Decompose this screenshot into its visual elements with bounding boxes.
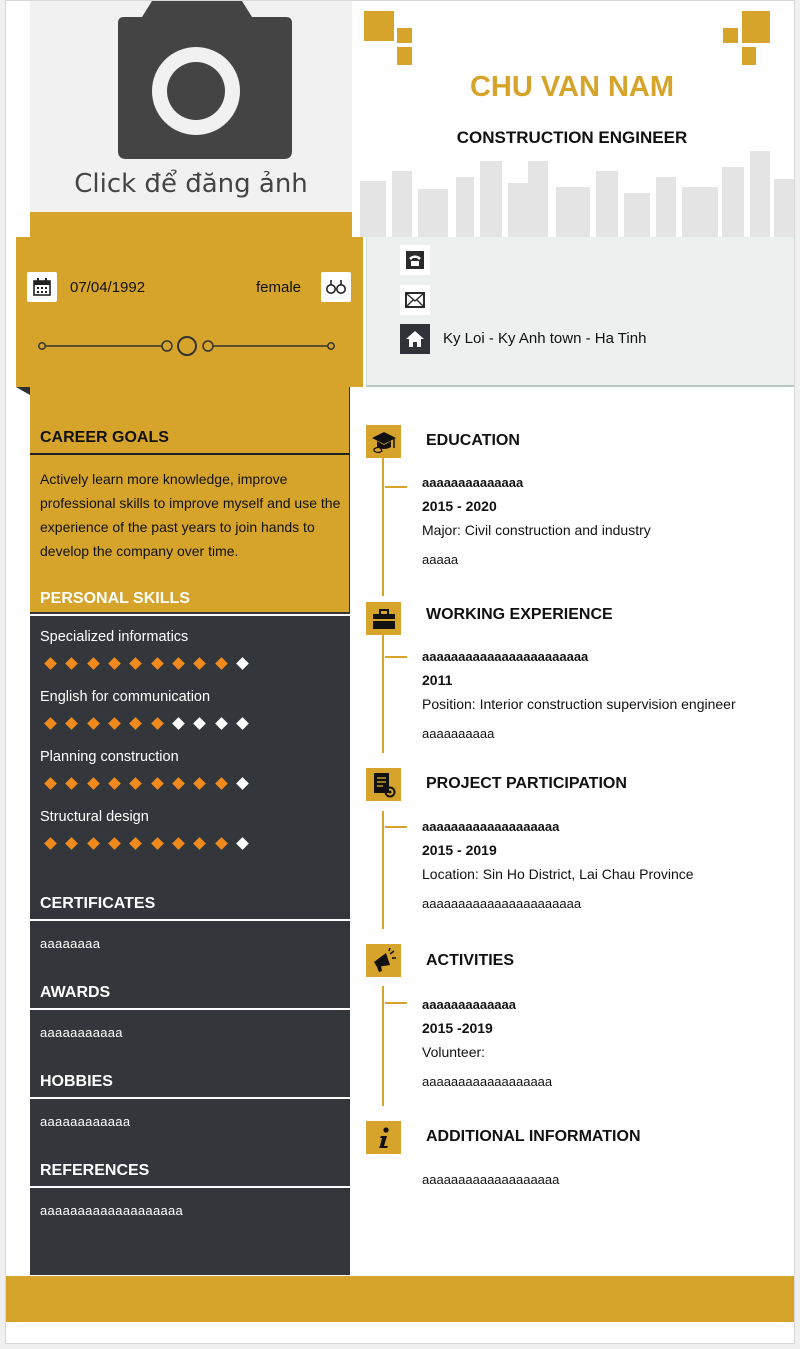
additional-text: aaaaaaaaaaaaaaaaaaa: [422, 1172, 560, 1187]
hobbies-heading: HOBBIES: [40, 1073, 113, 1090]
rating-diamond-filled: [104, 656, 125, 670]
info-icon: [366, 1121, 401, 1154]
projects-timeline: [382, 811, 384, 929]
awards-rule: [30, 1008, 350, 1010]
education-title: EDUCATION: [426, 432, 520, 449]
projects-years: 2015 - 2019: [422, 842, 497, 858]
briefcase-icon: [366, 602, 401, 635]
calendar-icon: [27, 272, 57, 302]
contact-box: [366, 237, 795, 387]
activities-years: 2015 -2019: [422, 1020, 493, 1036]
photo-upload-area[interactable]: [30, 1, 352, 237]
rating-diamond-filled: [168, 656, 189, 670]
activities-tick: [385, 1002, 407, 1004]
rating-diamond-filled: [83, 656, 104, 670]
rating-diamond-filled: [168, 836, 189, 850]
experience-company: aaaaaaaaaaaaaaaaaaaaaaa: [422, 649, 589, 664]
education-timeline: [382, 458, 384, 596]
certificates-rule: [30, 919, 350, 921]
activities-note: aaaaaaaaaaaaaaaaaa: [422, 1074, 553, 1089]
hobbies-rule: [30, 1097, 350, 1099]
rating-diamond-filled: [168, 776, 189, 790]
projects-name: aaaaaaaaaaaaaaaaaaa: [422, 819, 560, 834]
decorative-divider: [36, 331, 336, 361]
photo-upload-label[interactable]: Click để đăng ảnh: [74, 169, 308, 199]
experience-title: WORKING EXPERIENCE: [426, 606, 613, 623]
education-years: 2015 - 2020: [422, 498, 497, 514]
education-school: aaaaaaaaaaaaaa: [422, 475, 524, 490]
camera-icon: [30, 1, 352, 171]
header-decoration: [352, 1, 795, 237]
rating-diamond-filled: [210, 776, 231, 790]
skills-heading: PERSONAL SKILLS: [40, 590, 190, 607]
experience-timeline: [382, 633, 384, 753]
skill-rating: [40, 656, 253, 670]
references-text: aaaaaaaaaaaaaaaaaaa: [40, 1203, 184, 1218]
projects-location: Location: Sin Ho District, Lai Chau Province: [422, 866, 694, 882]
rating-diamond-filled: [83, 716, 104, 730]
graduation-cap-icon: [366, 425, 401, 458]
rating-diamond-filled: [146, 776, 167, 790]
rating-diamond-filled: [83, 776, 104, 790]
date-of-birth: 07/04/1992: [70, 279, 146, 296]
rating-diamond-filled: [146, 656, 167, 670]
skill-rating: [40, 776, 253, 790]
rating-diamond-filled: [61, 656, 82, 670]
gender: female: [256, 279, 302, 296]
personal-info-band: [16, 237, 363, 387]
education-major: Major: Civil construction and industry: [422, 522, 651, 538]
awards-text: aaaaaaaaaaa: [40, 1025, 123, 1040]
rating-diamond-empty: [232, 716, 253, 730]
rating-diamond-filled: [189, 836, 210, 850]
career-goals-text: Actively learn more knowledge, improve professional skills to improve myself and use the experience of the past years to join hands to develop the company over time.: [40, 471, 341, 559]
rating-diamond-filled: [40, 836, 61, 850]
awards-heading: AWARDS: [40, 984, 111, 1001]
footer-band: [6, 1276, 795, 1322]
project-document-icon: [366, 768, 401, 801]
activities-title: ACTIVITIES: [426, 952, 515, 969]
skill-name: English for communication: [40, 689, 211, 705]
experience-note: aaaaaaaaaa: [422, 726, 495, 741]
experience-tick: [385, 656, 407, 658]
skills-rule: [30, 614, 350, 616]
projects-title: PROJECT PARTICIPATION: [426, 775, 627, 792]
rating-diamond-filled: [83, 836, 104, 850]
candidate-name: CHU VAN NAM: [469, 71, 675, 103]
rating-diamond-filled: [125, 836, 146, 850]
additional-title: ADDITIONAL INFORMATION: [426, 1128, 641, 1145]
rating-diamond-filled: [40, 776, 61, 790]
rating-diamond-filled: [104, 836, 125, 850]
rating-diamond-empty: [232, 836, 253, 850]
hobbies-text: aaaaaaaaaaaa: [40, 1114, 131, 1129]
rating-diamond-filled: [210, 836, 231, 850]
phone-icon: [400, 245, 430, 275]
rating-diamond-filled: [210, 656, 231, 670]
skill-rating: [40, 716, 253, 730]
band-fold: [16, 387, 30, 395]
references-heading: REFERENCES: [40, 1162, 150, 1179]
experience-position: Position: Interior construction supervision engineer: [422, 696, 736, 712]
rating-diamond-filled: [125, 656, 146, 670]
rating-diamond-filled: [189, 776, 210, 790]
rating-diamond-filled: [61, 776, 82, 790]
cv-page: [5, 0, 795, 1344]
references-rule: [30, 1186, 350, 1188]
certificates-text: aaaaaaaa: [40, 936, 101, 951]
career-goals-rule: [30, 453, 350, 455]
skill-name: Planning construction: [40, 749, 179, 765]
rating-diamond-filled: [40, 716, 61, 730]
gender-icon: [321, 272, 351, 302]
rating-diamond-empty: [189, 716, 210, 730]
rating-diamond-filled: [146, 716, 167, 730]
skill-rating: [40, 836, 253, 850]
projects-note: aaaaaaaaaaaaaaaaaaaaaa: [422, 896, 582, 911]
home-icon: [400, 324, 430, 354]
activities-timeline: [382, 986, 384, 1106]
activities-org: aaaaaaaaaaaaa: [422, 997, 516, 1012]
rating-diamond-filled: [125, 716, 146, 730]
education-note: aaaaa: [422, 552, 459, 567]
email-icon: [400, 285, 430, 315]
education-tick: [385, 486, 407, 488]
rating-diamond-filled: [61, 836, 82, 850]
megaphone-icon: [366, 944, 401, 977]
skill-name: Structural design: [40, 809, 149, 825]
rating-diamond-filled: [125, 776, 146, 790]
rating-diamond-empty: [210, 716, 231, 730]
rating-diamond-filled: [146, 836, 167, 850]
projects-tick: [385, 826, 407, 828]
activities-role: Volunteer:: [422, 1044, 486, 1060]
rating-diamond-filled: [104, 776, 125, 790]
career-goals-heading: CAREER GOALS: [40, 429, 169, 446]
certificates-heading: CERTIFICATES: [40, 895, 156, 912]
rating-diamond-empty: [232, 656, 253, 670]
job-title: CONSTRUCTION ENGINEER: [456, 128, 688, 147]
rating-diamond-filled: [189, 656, 210, 670]
rating-diamond-filled: [61, 716, 82, 730]
rating-diamond-filled: [104, 716, 125, 730]
skill-name: Specialized informatics: [40, 629, 189, 645]
rating-diamond-filled: [40, 656, 61, 670]
experience-years: 2011: [422, 672, 453, 688]
address: Ky Loi - Ky Anh town - Ha Tinh: [443, 330, 647, 347]
rating-diamond-empty: [168, 716, 189, 730]
rating-diamond-empty: [232, 776, 253, 790]
